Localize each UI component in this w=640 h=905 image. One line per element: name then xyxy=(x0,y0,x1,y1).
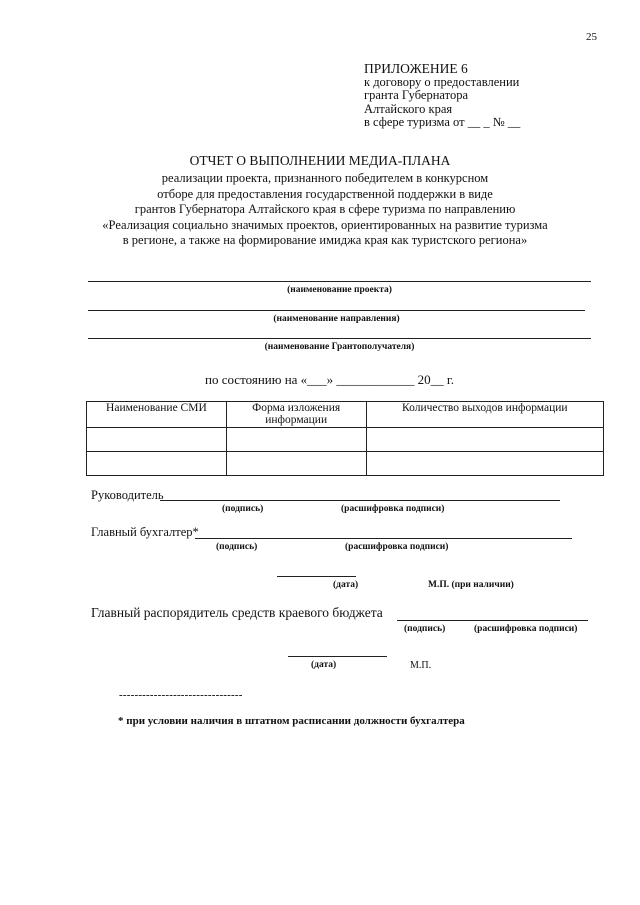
table-cell[interactable] xyxy=(87,452,227,476)
subtitle-line: отборе для предоставления государственной поддержки в виде xyxy=(157,186,493,201)
appendix-line: к договору о предоставлении xyxy=(364,74,520,89)
subtitle-line: грантов Губернатора Алтайского края в сфере туризма по направлению xyxy=(134,202,516,217)
appendix-line: гранта Губернатора xyxy=(364,88,468,103)
signature-caption: (подпись) xyxy=(216,542,258,552)
direction-name-caption: (наименование направления) xyxy=(273,314,400,324)
seal-caption: М.П. xyxy=(410,660,432,671)
date-field[interactable] xyxy=(277,576,356,577)
project-name-caption: (наименование проекта) xyxy=(287,285,392,295)
transcript-caption: (расшифровка подписи) xyxy=(345,542,449,552)
table-cell[interactable] xyxy=(366,452,603,476)
signature-caption: (подпись) xyxy=(404,624,446,634)
recipient-name-caption: (наименование Грантополучателя) xyxy=(264,342,415,352)
column-header: Форма изложения информации xyxy=(226,402,366,428)
appendix-heading: ПРИЛОЖЕНИЕ 6 xyxy=(364,61,468,76)
direction-name-field[interactable] xyxy=(88,310,585,311)
table-header-row xyxy=(87,402,604,428)
page-number: 25 xyxy=(586,31,597,43)
date-field[interactable] xyxy=(288,656,387,657)
subtitle-line: в регионе, а также на формирование имиджа края как туристского региона» xyxy=(122,233,528,248)
column-header: Количество выходов информации xyxy=(366,402,603,428)
report-title: ОТЧЕТ О ВЫПОЛНЕНИИ МЕДИА-ПЛАНА xyxy=(189,153,451,168)
manager-label: Главный распорядитель средств краевого бюджета xyxy=(91,605,383,620)
table-cell[interactable] xyxy=(87,428,227,452)
table-row xyxy=(87,452,604,476)
director-label: Руководитель xyxy=(91,488,164,502)
director-signature-field[interactable] xyxy=(160,500,560,501)
date-caption: (дата) xyxy=(311,660,337,670)
subtitle-line: реализации проекта, признанного победителем в конкурсном xyxy=(161,171,489,185)
appendix-block xyxy=(364,62,520,130)
subtitle-line: «Реализация социально значимых проектов, ориентированных на развитие туризма xyxy=(102,217,548,232)
appendix-line: Алтайского края xyxy=(364,101,453,116)
table-cell[interactable] xyxy=(366,428,603,452)
signature-caption: (подпись) xyxy=(222,504,264,514)
recipient-name-field[interactable] xyxy=(88,338,591,339)
table-cell[interactable] xyxy=(226,428,366,452)
footnote-separator: -------------------------------- xyxy=(119,689,243,701)
media-table xyxy=(86,401,604,476)
table-cell[interactable] xyxy=(226,452,366,476)
date-caption: (дата) xyxy=(333,580,359,590)
appendix-line: в сфере туризма от __ _ № __ xyxy=(364,115,521,130)
transcript-caption: (расшифровка подписи) xyxy=(474,624,578,634)
accountant-label: Главный бухгалтер* xyxy=(91,525,199,539)
report-subtitle xyxy=(70,171,580,249)
column-header: Наименование СМИ xyxy=(87,402,227,428)
report-date-line[interactable]: по состоянию на «___» ____________ 20__ г. xyxy=(205,372,455,387)
accountant-signature-field[interactable] xyxy=(195,538,572,539)
seal-caption: М.П. (при наличии) xyxy=(428,580,514,590)
table-row xyxy=(87,428,604,452)
transcript-caption: (расшифровка подписи) xyxy=(341,504,445,514)
footnote-text: * при условии наличия в штатном расписании должности бухгалтера xyxy=(118,715,465,727)
project-name-field[interactable] xyxy=(88,281,591,282)
manager-signature-field[interactable] xyxy=(397,620,588,621)
